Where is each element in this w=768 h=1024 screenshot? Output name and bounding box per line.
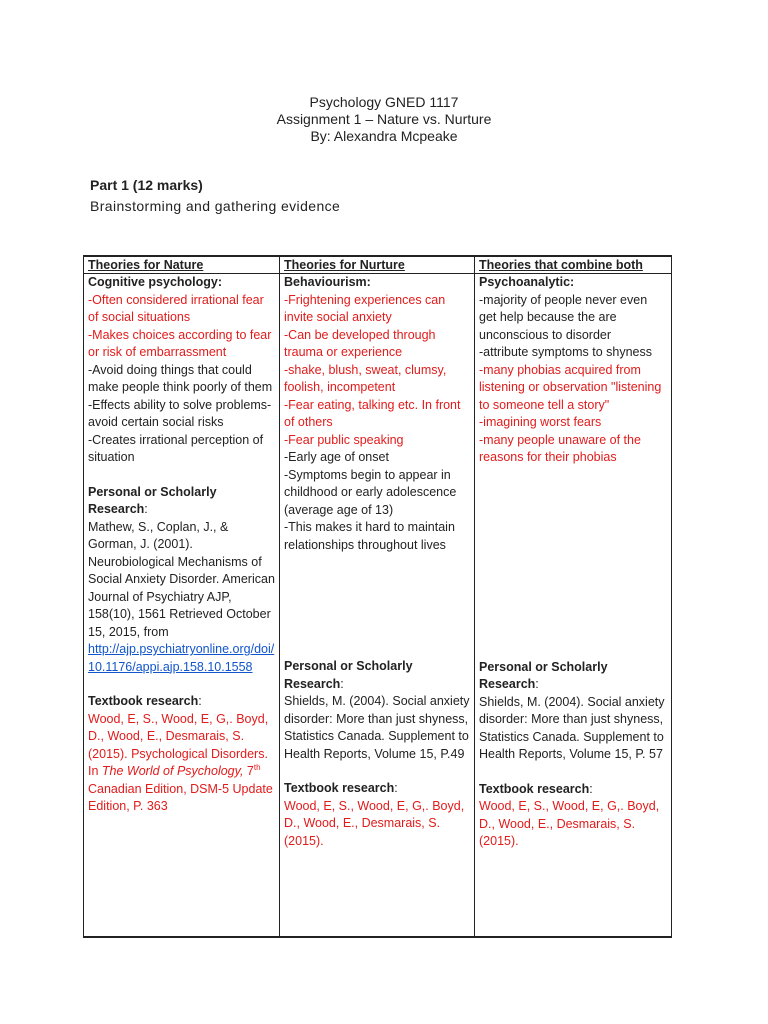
- both-research: Personal or Scholarly Research:: [479, 659, 608, 691]
- nurture-textbook: Textbook research:: [284, 781, 398, 795]
- nurture-cell: [280, 274, 475, 938]
- list-item: -Often considered irrational fear of social situations: [88, 292, 264, 324]
- part-subtitle: Brainstorming and gathering evidence: [90, 198, 341, 214]
- both-cell: [475, 274, 672, 938]
- list-item: -This makes it hard to maintain relationships throughout lives: [284, 520, 455, 552]
- nurture-heading: Behaviourism:: [284, 275, 371, 289]
- nature-textbook: Textbook research:: [88, 694, 202, 708]
- both-research-text: Shields, M. (2004). Social anxiety disorder: More than just shyness, Statistics Canada. Supplement to Health Reports, Volume 15, P. 57: [479, 694, 665, 761]
- list-item: -Early age of onset: [284, 450, 389, 464]
- assignment-title: Assignment 1 – Nature vs. Nurture: [276, 111, 492, 127]
- nature-cell: [84, 274, 280, 938]
- research-link[interactable]: http://ajp.psychiatryonline.org/doi/10.1176/appi.ajp.158.10.1558: [88, 642, 275, 674]
- nurture-textbook-text: Wood, E, S., Wood, E, G,. Boyd, D., Wood, E., Desmarais, S. (2015).: [284, 798, 465, 848]
- header-nature: Theories for Nature: [84, 256, 280, 274]
- textbook-label: Textbook research: [88, 694, 199, 708]
- header-nurture: Theories for Nurture: [280, 256, 475, 274]
- table-header-row: [84, 256, 672, 274]
- list-item: -imagining worst fears: [479, 415, 602, 429]
- list-item: -Frightening experiences can invite social anxiety: [284, 292, 446, 324]
- both-textbook: Textbook research:: [479, 781, 593, 796]
- list-item: -Avoid doing things that could make people think poorly of them: [88, 362, 273, 394]
- list-item: -shake, blush, sweat, clumsy, foolish, incompetent: [284, 362, 447, 394]
- nature-research: Personal or Scholarly Research:: [88, 484, 217, 516]
- list-item: -majority of people never even get help because the are unconscious to disorder: [479, 292, 648, 342]
- list-item: -Fear public speaking: [284, 432, 404, 447]
- course-title: Psychology GNED 1117: [309, 94, 459, 110]
- table-body-row: [84, 274, 672, 938]
- nature-research-text: Mathew, S., Coplan, J., & Gorman, J. (2001). Neurobiological Mechanisms of Social Anxiety Disorder. American Journal of Psychiatry AJP, 158(10), 1561 Retrieved October 15, 2015, from: [88, 519, 275, 639]
- list-item: -Symptoms begin to appear in childhood or early adolescence (average age of 13): [284, 467, 457, 517]
- list-item: -many phobias acquired from listening or observation "listening to someone tell a story": [479, 362, 662, 412]
- theories-table: [83, 255, 672, 938]
- both-heading: Psychoanalytic:: [479, 275, 575, 289]
- nurture-research: Personal or Scholarly Research:: [284, 659, 413, 691]
- list-item: -Creates irrational perception of situation: [88, 432, 264, 464]
- document-header: [0, 94, 768, 145]
- list-item: -Makes choices according to fear or risk of embarrassment: [88, 327, 272, 359]
- nurture-research-text: Shields, M. (2004). Social anxiety disorder: More than just shyness, Statistics Canada. Supplement to Health Reports, Volume 15, P.49: [284, 694, 470, 761]
- header-both: Theories that combine both: [475, 256, 672, 274]
- nature-textbook-text: Wood, E, S., Wood, E, G,. Boyd, D., Wood, E., Desmarais, S. (2015). Psychological Disorders. In The World of Psychology, 7th Canadian Edition, DSM-5 Update Edition, P. 363: [88, 711, 273, 813]
- research-label: Personal or Scholarly Research: [284, 659, 413, 691]
- part-title: Part 1 (12 marks): [90, 177, 203, 193]
- list-item: -many people unaware of the reasons for their phobias: [479, 432, 641, 464]
- list-item: -attribute symptoms to shyness: [479, 345, 652, 359]
- both-textbook-text: Wood, E, S., Wood, E, G,. Boyd, D., Wood, E., Desmarais, S. (2015).: [479, 799, 660, 848]
- list-item: -Effects ability to solve problems- avoid certain social risks: [88, 397, 272, 429]
- nature-heading: Cognitive psychology:: [88, 275, 223, 289]
- textbook-label: Textbook research: [479, 781, 590, 796]
- author-line: By: Alexandra Mcpeake: [310, 128, 458, 144]
- research-label: Personal or Scholarly Research: [88, 484, 217, 516]
- research-label: Personal or Scholarly Research: [479, 659, 608, 691]
- list-item: -Can be developed through trauma or experience: [284, 327, 436, 359]
- textbook-label: Textbook research: [284, 781, 395, 795]
- list-item: -Fear eating, talking etc. In front of others: [284, 397, 461, 429]
